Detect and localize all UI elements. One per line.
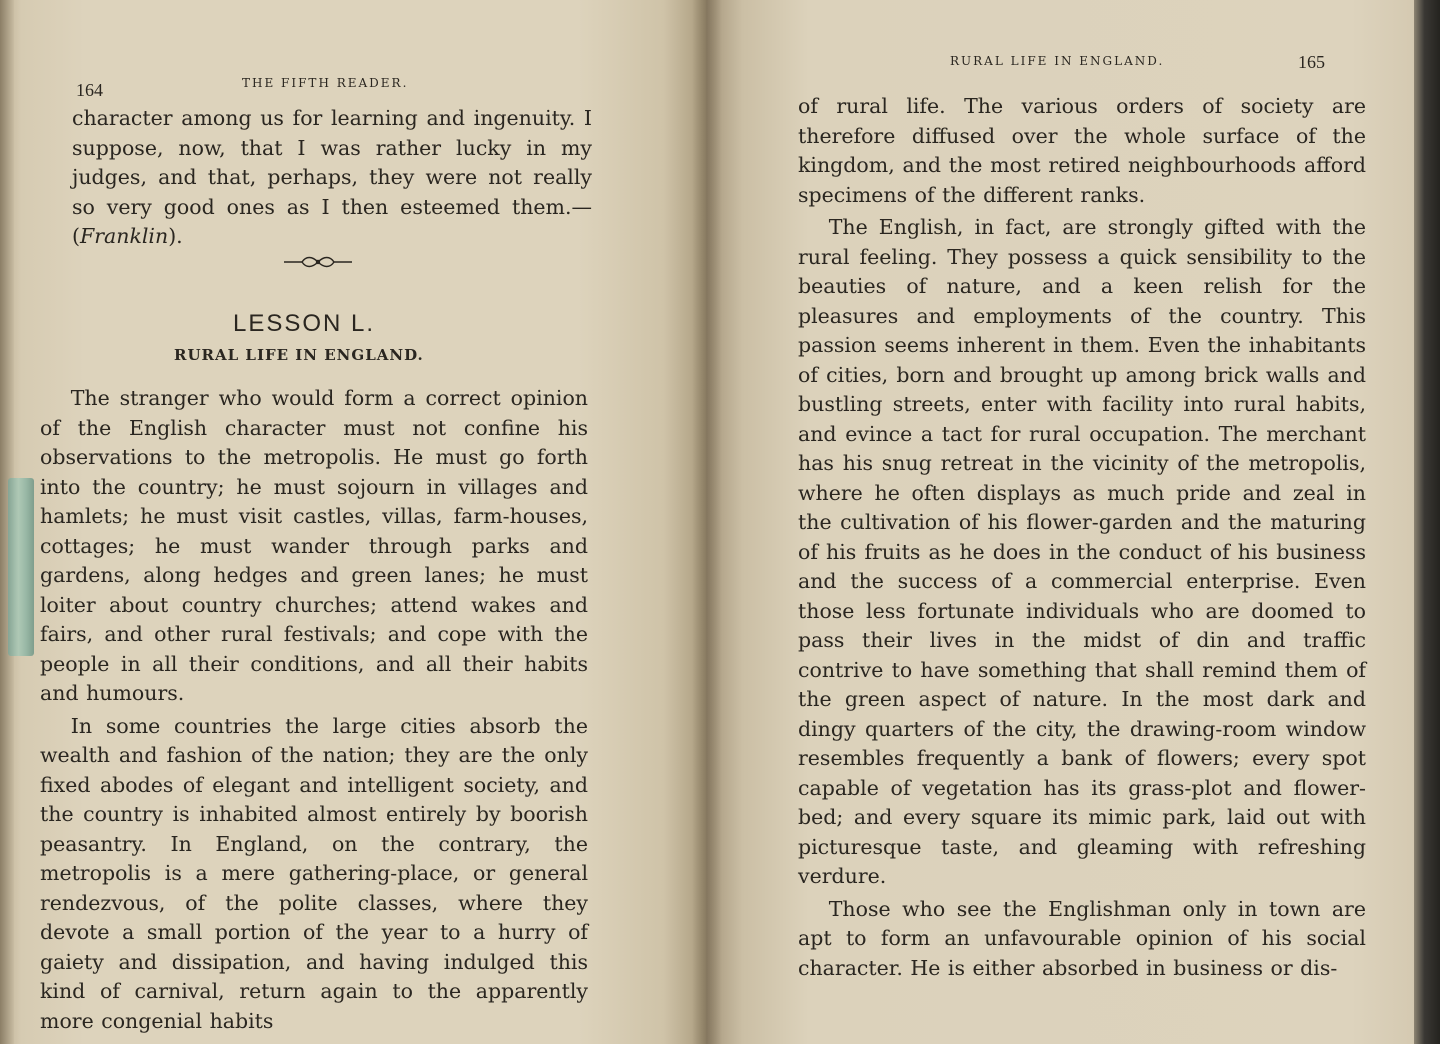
body-paragraph: The English, in fact, are strongly gifted with the rural feeling. They possess a quick sensibility to the beauties of nature, and a keen relish for the pleasures and employments of the country. This passion seems inherent in them. Even the inhabitants of cities, born and brought up among brick walls and bustling streets, enter with facility into rural habits, and evince a tact for rural occupation. The merchant has his snug retreat in the vicinity of the metropolis, where he often displays as much pride and zeal in the cultivation of his flower-garden and the maturing of his fruits as he does in the conduct of his business and the success of a commercial enterprise. Even those less fortunate individuals who are doomed to pass their lives in the midst of din and traffic contrive to have something that shall remind them of the green aspect of nature. In the most dark and dingy quarters of the city, the drawing-room window resembles frequently a bank of flowers; every spot capable of vegetation has its grass-plot and flower-bed; and every square its mimic park, laid out with picturesque taste, and gleaming with refreshing verdure. <box>798 215 1366 888</box>
right-running-head: RURAL LIFE IN ENGLAND. <box>950 54 1165 68</box>
continued-passage <box>72 104 592 252</box>
continued-paragraph: character among us for learning and ingenuity. I suppose, now, that I was rather lucky in my judges, and that, perhaps, they were not really so very good ones as I then esteemed them.—(Franklin). <box>72 106 592 248</box>
right-body <box>798 92 1366 983</box>
book-cover-edge <box>1414 0 1440 1044</box>
body-paragraph: of rural life. The various orders of society are therefore diffused over the whole surface of the kingdom, and the most retired neighbourhoods afford specimens of the different ranks. <box>798 94 1366 207</box>
left-page <box>0 0 706 1044</box>
lesson-title: LESSON L. <box>233 310 376 337</box>
left-running-head: THE FIFTH READER. <box>242 76 409 90</box>
lesson-body <box>40 384 588 1036</box>
lesson-subtitle: RURAL LIFE IN ENGLAND. <box>174 346 424 364</box>
attribution: Franklin <box>80 224 169 248</box>
right-page-number: 165 <box>1298 52 1325 72</box>
body-paragraph: The stranger who would form a correct opinion of the English character must not confine his observations to the metropolis. He must go forth into the country; he must sojourn in villages and hamlets; he must visit castles, villas, farm-houses, cottages; he must wander through parks and gardens, along hedges and green lanes; he must loiter about country churches; attend wakes and fairs, and other rural festivals; and cope with the people in all their conditions, and all their habits and humours. <box>40 386 588 705</box>
bookmark-ribbon <box>8 478 34 656</box>
section-ornament <box>282 253 354 271</box>
body-paragraph: Those who see the Englishman only in town are apt to form an unfavourable opinion of his social character. He is either absorbed in business or dis- <box>798 896 1366 980</box>
body-paragraph: In some countries the large cities absorb the wealth and fashion of the nation; they are the only fixed abodes of elegant and intelligent society, and the country is inhabited almost entirely by boorish peasantry. In England, on the contrary, the metropolis is a mere gathering-place, or general rendezvous, of the polite classes, where they devote a small portion of the year to a hurry of gaiety and dissipation, and having indulged this kind of carnival, return again to the apparently more congenial habits <box>40 713 588 1033</box>
right-page <box>706 0 1440 1044</box>
left-page-number: 164 <box>76 80 103 100</box>
